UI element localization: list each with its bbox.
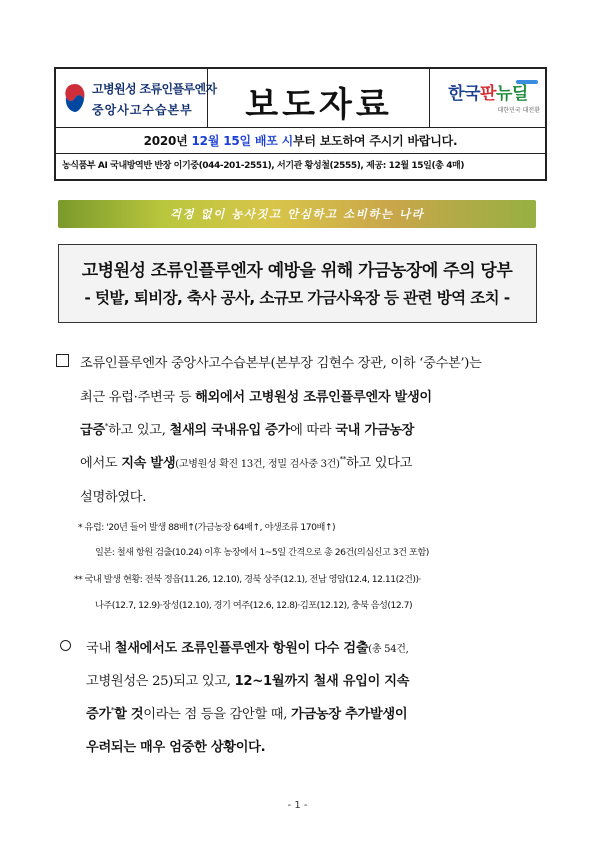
para1-line3 <box>80 419 414 438</box>
dept-name-line1: 고병원성 조류인플루엔자 <box>92 82 217 96</box>
para2-l3-bold1: 증가 <box>86 707 111 722</box>
para2-l3-mark: * <box>110 706 115 715</box>
press-release-title: 보도자료 <box>245 85 393 125</box>
korean-new-deal-logo <box>430 69 545 128</box>
para2-l3-bold3: 가금농장 추가발생이 <box>291 707 408 722</box>
para1-l3-bold1: 급증 <box>80 423 105 438</box>
slogan-banner <box>58 200 536 228</box>
headline-title: 고병원성 조류인플루엔자 예방을 위해 가금농장에 주의 당부 <box>81 261 513 281</box>
para1-l3-bold3: 국내 가금농장 <box>335 423 415 438</box>
para1-l4-text1: 에서도 <box>80 456 122 471</box>
release-post: 부터 보도하여 주시기 바랍니다. <box>293 134 458 148</box>
para1-line1: 조류인플루엔자 중앙사고수습본부(본부장 김현수 장관, 이하 ‘중수본’)는 <box>80 356 482 371</box>
contact-info: 농식품부 AI 국내방역반 반장 이기중(044-201-2551), 서기관 황성철(2555), 제공: 12월 15일(총 4매) <box>62 161 465 171</box>
headline-subtitle: - 텃밭, 퇴비장, 축사 공사, 소규모 가금사육장 등 관련 방역 조치 - <box>84 289 510 307</box>
para1-l4-text2: 하고 있다고 <box>346 456 413 471</box>
ministry-block <box>56 69 217 128</box>
release-date: 12월 15일 배포 시 <box>191 134 294 148</box>
circle-bullet-icon <box>60 640 71 651</box>
para1-l3-text2: 에 따라 <box>290 423 336 438</box>
logo-word-1: 한국 <box>448 84 481 104</box>
para1-l3-mark: * <box>104 422 109 431</box>
para1-l3-bold2: 철새의 국내유입 증가 <box>169 423 291 438</box>
para1-l4-bold: 지속 발생 <box>121 456 176 471</box>
new-deal-subtitle: 대한민국 대전환 <box>497 107 540 114</box>
para1-l3-text1: 하고 있고, <box>108 423 170 438</box>
para2-line1 <box>86 637 409 656</box>
dept-name-line2: 중앙사고수습본부 <box>92 103 193 117</box>
para1-line2 <box>80 386 432 405</box>
government-emblem-icon <box>62 82 88 114</box>
para2-l3-text: 이라는 점 등을 감안할 때, <box>143 707 292 722</box>
square-bullet-icon <box>56 354 69 367</box>
para1-l2-bold: 해외에서 고병원성 조류인플루엔자 발생이 <box>195 390 432 405</box>
para1-l4-paren: (고병원성 확진 13건, 정밀 검사중 3건) <box>175 459 340 470</box>
footnote-japan: 일본: 철새 항원 검출(10.24) 이후 농장에서 1~5일 간격으로 총 26건(의심신고 3건 포함) <box>95 547 429 558</box>
new-deal-logo-text <box>434 79 542 104</box>
para1-line4 <box>80 452 412 471</box>
para2-l1-text: 국내 <box>86 641 115 656</box>
para2-l2-bold: 12~1월까지 철새 유입이 지속 <box>234 674 410 689</box>
para2-l1-bold: 철새에서도 조류인플루엔자 항원이 다수 검출 <box>114 641 369 656</box>
logo-word-3: 뉴딜 <box>495 84 528 104</box>
footnote-domestic-2: 나주(12.7, 12.9)·장성(12.10), 경기 여주(12.6, 12.8)·김포(12.12), 충북 음성(12.7) <box>95 600 413 611</box>
footnote-domestic-1: ** 국내 발생 현황: 전북 정읍(11.26, 12.10), 경북 상주(12.1), 전남 영암(12.4, 12.11(2건))· <box>74 574 421 585</box>
para2-line4 <box>86 736 265 755</box>
para1-line5: 설명하였다. <box>80 490 147 505</box>
para2-l4-bold: 우려되는 매우 엄중한 상황이다. <box>86 740 266 755</box>
slogan-text: 걱정 없이 농사짓고 안심하고 소비하는 나라 <box>169 207 425 221</box>
header-top-row <box>56 69 545 128</box>
logo-word-2: 판 <box>480 84 496 104</box>
para2-line3 <box>86 703 407 722</box>
para2-l1-paren: (총 54건, <box>368 644 409 655</box>
para2-l2-text: 고병원성은 25)되고 있고, <box>86 674 235 689</box>
para2-line2 <box>86 670 409 689</box>
press-title-block <box>208 69 430 128</box>
page-number: - 1 - <box>287 800 308 811</box>
headline-box <box>58 244 537 323</box>
release-notice <box>56 128 545 154</box>
para2-l3-bold2: 할 것 <box>114 707 144 722</box>
release-pre: 2020년 <box>143 134 192 148</box>
press-release-header <box>54 67 547 181</box>
para1-l4-mark: ** <box>339 455 347 464</box>
footnote-europe: * 유럽: '20년 들어 발생 88배↑(가금농장 64배↑, 야생조류 170배↑) <box>78 522 336 533</box>
para1-l2-text: 최근 유럽·주변국 등 <box>80 390 196 405</box>
